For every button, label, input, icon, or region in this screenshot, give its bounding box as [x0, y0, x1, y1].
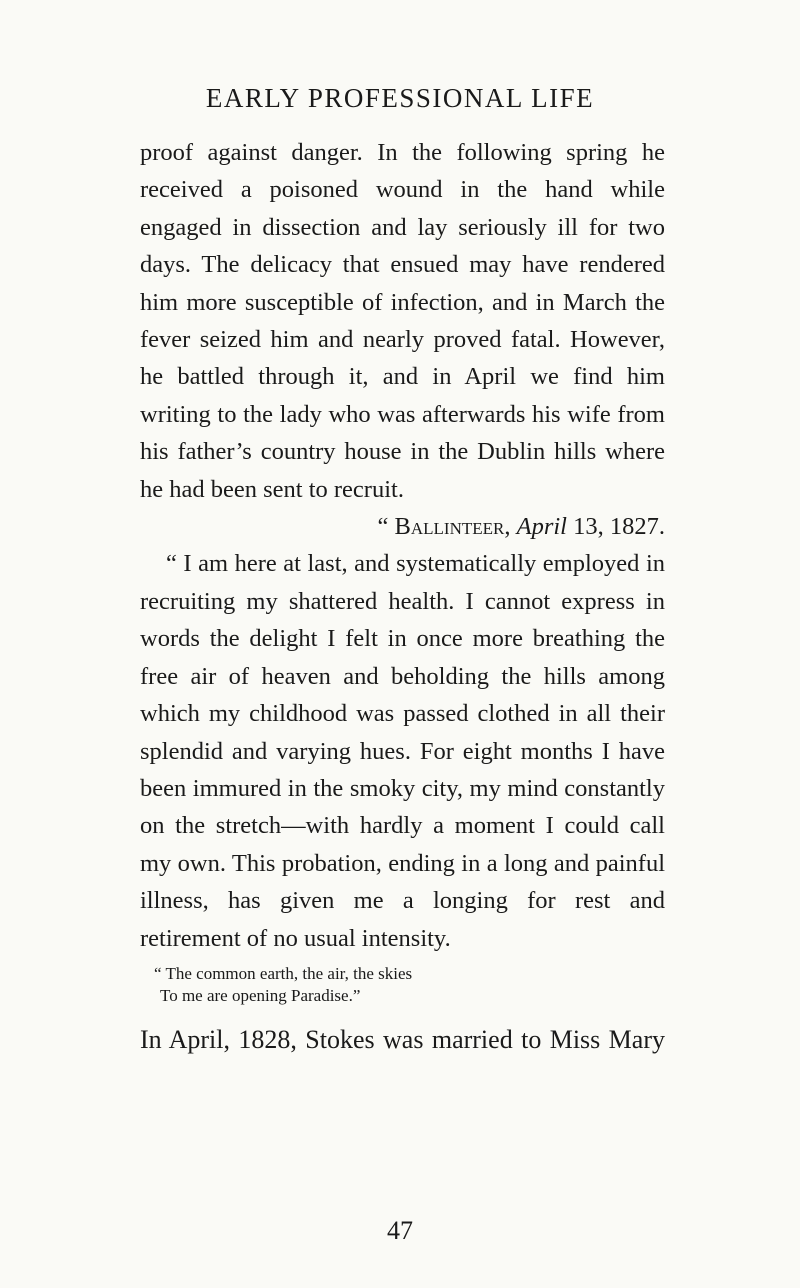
- paragraph-1: proof against danger. In the following spring he received a poisoned wound in the hand while engaged in dissection and lay seriously ill for two days. The delicacy that ensued may have rendered him more susceptible of infection, and in March the fever seized him and nearly proved fatal. However, he battled through it, and in April we find him writing to the lady who was afterwards his wife from his father’s country house in the Dublin hills where he had been sent to recruit.: [140, 139, 665, 503]
- dateline-month: April: [516, 513, 567, 541]
- dateline-date: 13, 1827.: [573, 513, 665, 541]
- verse-line-2: To me are opening Paradise.”: [160, 985, 361, 1005]
- page-body: [140, 134, 665, 1058]
- letter-dateline: [140, 508, 665, 545]
- verse-quote: [140, 963, 665, 1007]
- letter-paragraph: “ I am here at last, and systematically employed in recruiting my shattered health. I cannot express in words the delight I felt in once more breathing the free air of heaven and beholding the hills among which my childhood was passed clothed in all their splendid and varying hues. For eight months I have been immured in the smoky city, my mind constantly on the stretch—with hardly a moment I could call my own. This probation, ending in a long and painful illness, has given me a longing for rest and retirement of no usual intensity.: [140, 550, 665, 952]
- verse-line-1: “ The common earth, the air, the skies: [154, 963, 413, 983]
- page-number: 47: [387, 1216, 413, 1245]
- closing-line: In April, 1828, Stokes was married to Miss Mary: [140, 1024, 665, 1054]
- running-header: EARLY PROFESSIONAL LIFE: [205, 83, 595, 113]
- dateline-place: “ Ballinteer,: [377, 513, 511, 541]
